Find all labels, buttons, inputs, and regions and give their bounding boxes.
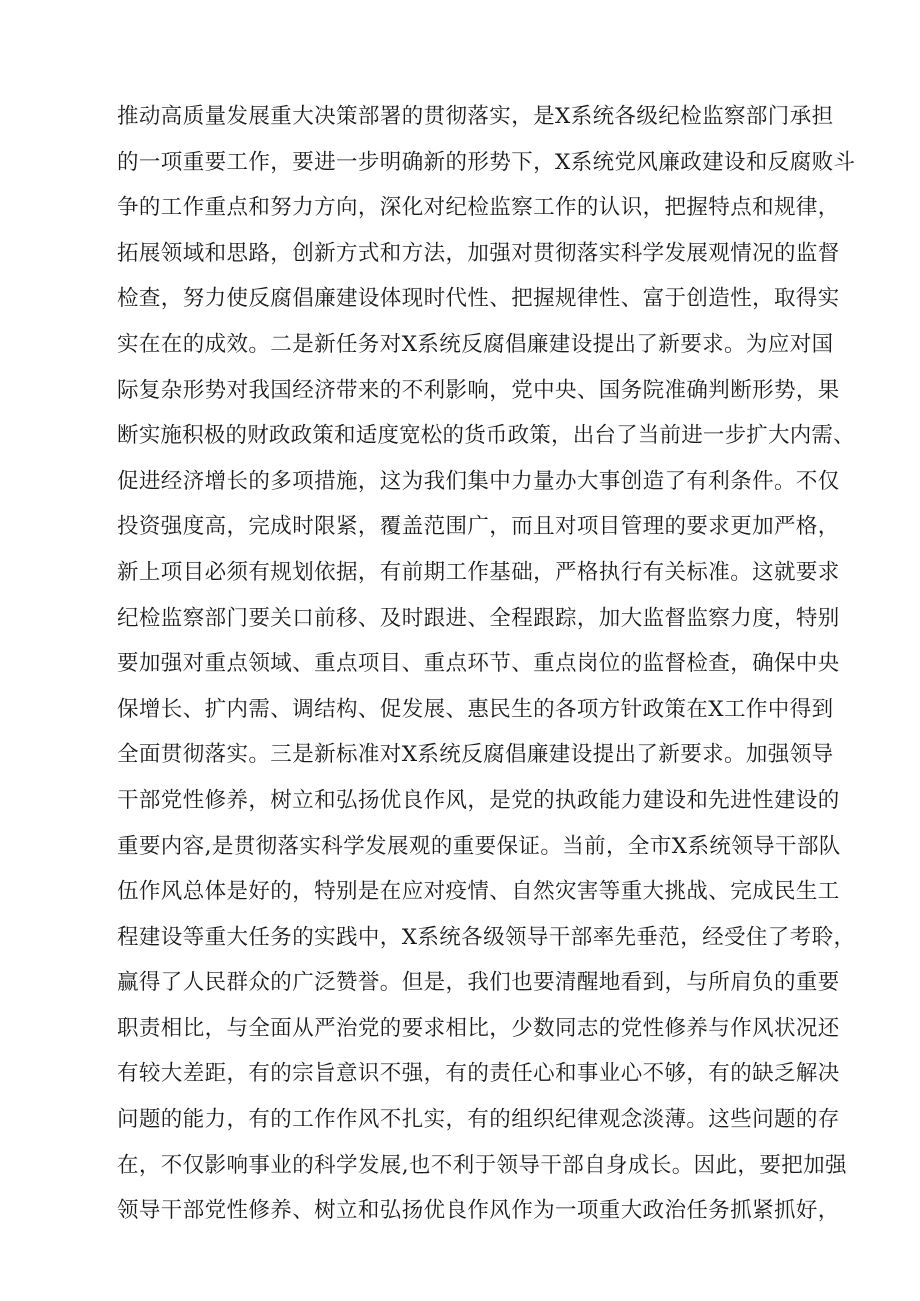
text-line-12: 纪检监察部门要关口前移、及时跟进、全程跟踪，加大监督监察力度，特别 bbox=[117, 605, 840, 631]
text-line-7: 际复杂形势对我国经济带来的不利影响，党中央、国务院准确判断形势，果 bbox=[117, 377, 840, 403]
text-line-20: 赢得了人民群众的广泛赞誉。但是，我们也要清醒地看到，与所肩负的重要 bbox=[117, 970, 840, 996]
text-line-16: 干部党性修养，树立和弘扬优良作风，是党的执政能力建设和先进性建设的 bbox=[117, 787, 840, 813]
text-line-2: 的一项重要工作，要进一步明确新的形势下，X系统党风廉政建设和反腐败斗 bbox=[117, 149, 856, 175]
text-line-5: 检查，努力使反腐倡廉建设体现时代性、把握规律性、富于创造性，取得实 bbox=[117, 286, 840, 312]
text-line-25: 领导干部党性修养、树立和弘扬优良作风作为一项重大政治任务抓紧抓好， bbox=[117, 1198, 840, 1224]
text-line-11: 新上项目必须有规划依据，有前期工作基础，严格执行有关标准。这就要求 bbox=[117, 559, 840, 585]
text-line-18: 伍作风总体是好的，特别是在应对疫情、自然灾害等重大挑战、完成民生工 bbox=[117, 879, 840, 905]
text-line-6: 实在在的成效。二是新任务对X系统反腐倡廉建设提出了新要求。为应对国 bbox=[117, 331, 834, 357]
text-line-1: 推动高质量发展重大决策部署的贯彻落实，是X系统各级纪检监察部门承担 bbox=[117, 104, 834, 129]
text-line-24: 在，不仅影响事业的科学发展,也不利于领导干部自身成长。因此，要把加强 bbox=[117, 1152, 847, 1178]
text-line-21: 职责相比，与全面从严治党的要求相比，少数同志的党性修养与作风状况还 bbox=[117, 1015, 840, 1041]
text-line-23: 问题的能力，有的工作作风不扎实，有的组织纪律观念淡薄。这些问题的存 bbox=[117, 1107, 840, 1133]
text-line-3: 争的工作重点和努力方向，深化对纪检监察工作的认识，把握特点和规律， bbox=[117, 195, 840, 221]
text-line-19: 程建设等重大任务的实践中，X系统各级领导干部率先垂范，经受住了考聆， bbox=[117, 924, 856, 950]
text-line-8: 断实施积极的财政政策和适度宽松的货币政策，出台了当前进一步扩大内需、 bbox=[117, 423, 855, 449]
text-line-14: 保增长、扩内需、调结构、促发展、惠民生的各项方针政策在X工作中得到 bbox=[117, 696, 834, 722]
body-text bbox=[117, 94, 857, 1234]
text-line-17: 重要内容,是贯彻落实科学发展观的重要保证。当前，全市X系统领导干部队 bbox=[117, 833, 841, 859]
text-line-4: 拓展领域和思路，创新方式和方法，加强对贯彻落实科学发展观情况的监督 bbox=[117, 240, 840, 266]
text-line-10: 投资强度高，完成时限紧，覆盖范围广，而且对项目管理的要求更加严格， bbox=[117, 514, 840, 540]
text-line-13: 要加强对重点领域、重点项目、重点环节、重点岗位的监督检查，确保中央 bbox=[117, 651, 840, 677]
text-line-15: 全面贯彻落实。三是新标准对X系统反腐倡廉建设提出了新要求。加强领导 bbox=[117, 742, 834, 768]
text-line-9: 促进经济增长的多项措施，这为我们集中力量办大事创造了有利条件。不仅 bbox=[117, 468, 840, 494]
text-line-22: 有较大差距，有的宗旨意识不强，有的责任心和事业心不够，有的缺乏解决 bbox=[117, 1061, 840, 1087]
